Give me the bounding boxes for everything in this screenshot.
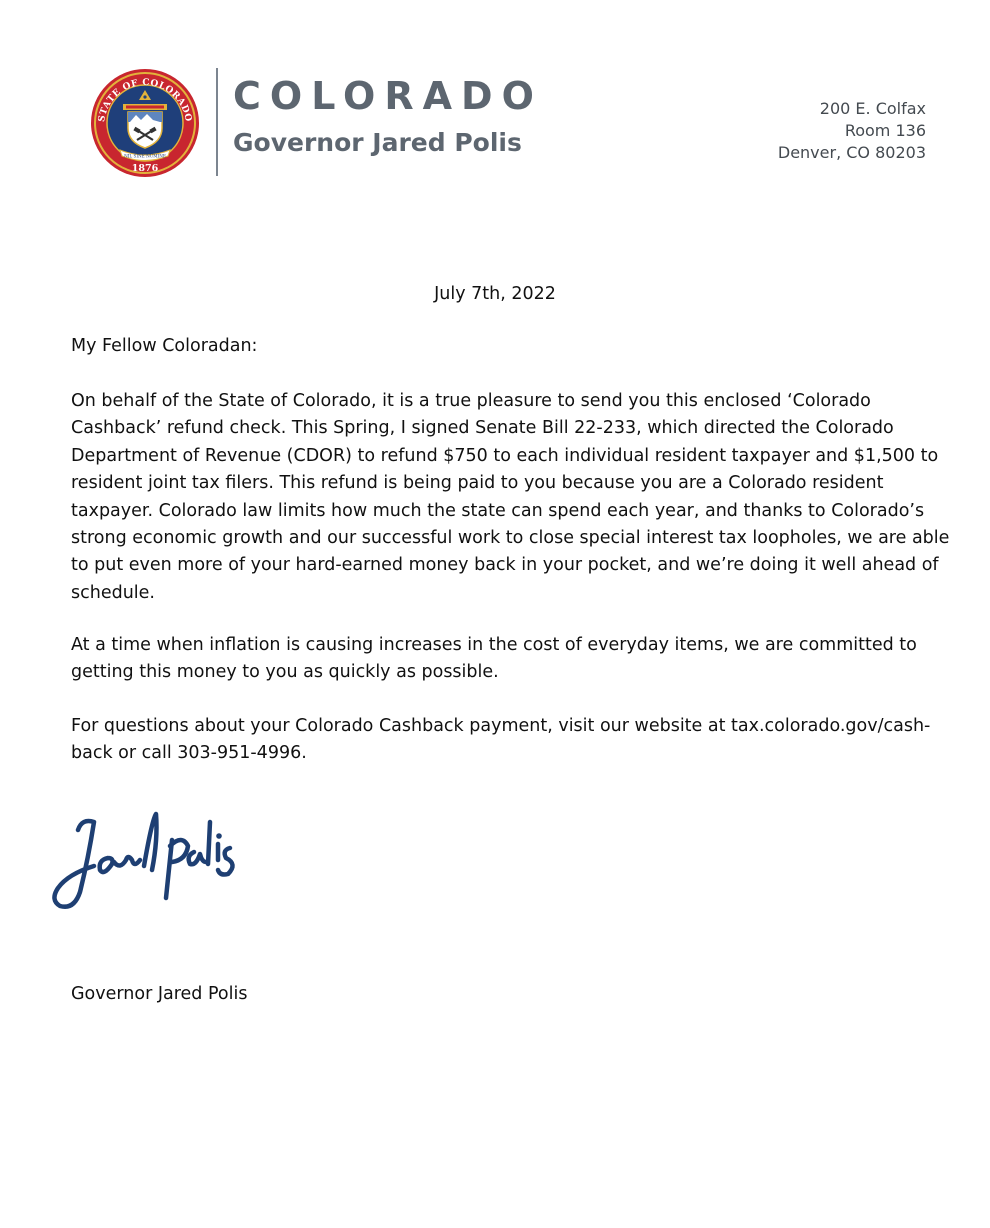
office-address — [778, 98, 926, 164]
salutation: My Fellow Coloradan: — [71, 336, 258, 356]
governor-title: Governor Jared Polis — [233, 128, 522, 157]
address-line: 200 E. Colfax — [819, 99, 926, 118]
closing-name: Governor Jared Polis — [71, 984, 248, 1004]
body-paragraph: For questions about your Colorado Cashback payment, visit our website at tax.colorado.gov/cash-back or call 303-951-4996. — [71, 716, 931, 764]
address-line: Room 136 — [844, 121, 926, 140]
svg-text:STATE OF COLORADO: STATE OF COLORADO — [97, 77, 193, 123]
svg-text:1876: 1876 — [131, 163, 159, 174]
svg-text:NIL SINE NUMINE: NIL SINE NUMINE — [124, 153, 166, 159]
address-line: Denver, CO 80203 — [777, 143, 926, 162]
state-name: COLORADO — [233, 74, 543, 118]
handwritten-signature-icon — [48, 800, 248, 920]
body-paragraph: At a time when inflation is causing increases in the cost of everyday items, we are committed to getting this money to you as quickly as possible. — [71, 635, 917, 683]
body-paragraph: On behalf of the State of Colorado, it is a true pleasure to send you this enclosed ‘Colorado Cashback’ refund check. This Spring, I signed Senate Bill 22-233, which directed the Colorado Department of Revenue (CDOR) to refund $750 to each individual resident taxpayer and $1,500 to resident joint tax filers. This refund is being paid to you because you are a Colorado resident taxpayer. Colorado law limits how much the state can spend each year, and thanks to Colorado’s strong economic growth and our successful work to close special interest tax loopholes, we are able to put even more of your hard-earned money back in your pocket, and we’re doing it well ahead of schedule. — [71, 391, 950, 603]
colorado-state-seal-icon — [90, 68, 200, 178]
letterhead-brand — [233, 74, 543, 158]
letter-date: July 7th, 2022 — [434, 284, 556, 304]
letterhead-divider — [216, 68, 218, 176]
